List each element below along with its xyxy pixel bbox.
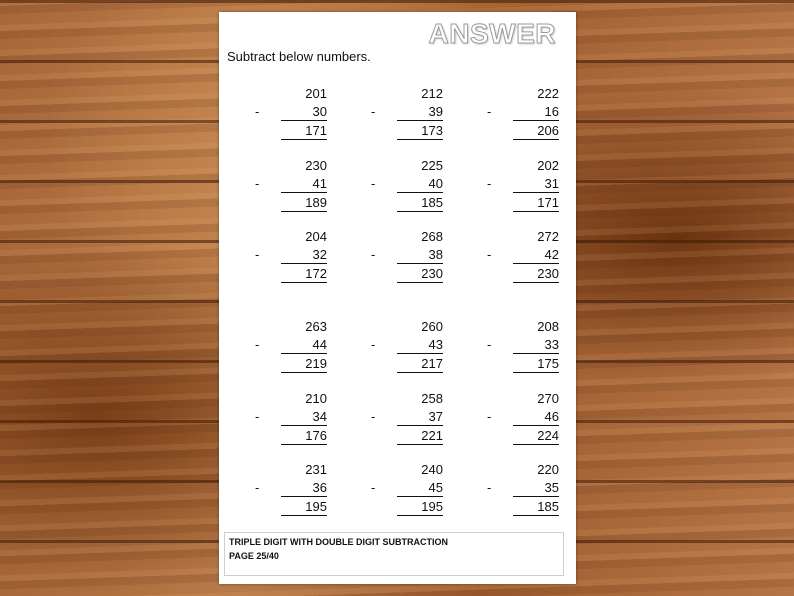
problem-operator: - [487, 176, 492, 191]
problem-result: 185 [513, 499, 559, 516]
problem-result: 189 [281, 195, 327, 212]
problem-operator: - [487, 480, 492, 495]
problem-subtrahend: 16 [513, 104, 559, 121]
problem-minuend: 201 [305, 86, 327, 101]
problem-minuend: 222 [537, 86, 559, 101]
subtraction-problem [487, 462, 559, 522]
problem-operator: - [371, 409, 376, 424]
problem-minuend: 263 [305, 319, 327, 334]
answer-stamp: ANSWER [428, 18, 556, 49]
problem-minuend: 230 [305, 158, 327, 173]
problem-result: 219 [281, 356, 327, 373]
problem-result: 171 [281, 123, 327, 140]
problem-operator: - [371, 104, 376, 119]
problem-subtrahend: 41 [281, 176, 327, 193]
footer-page-number: PAGE 25/40 [229, 551, 279, 561]
subtraction-problem [487, 86, 559, 146]
problem-operator: - [487, 247, 492, 262]
problem-result: 195 [397, 499, 443, 516]
subtraction-problem [487, 158, 559, 218]
problem-subtrahend: 35 [513, 480, 559, 497]
subtraction-problem [255, 229, 327, 289]
problem-minuend: 202 [537, 158, 559, 173]
problem-result: 173 [397, 123, 443, 140]
subtraction-problem [371, 229, 443, 289]
problem-minuend: 268 [421, 229, 443, 244]
problem-operator: - [255, 247, 260, 262]
problem-minuend: 258 [421, 391, 443, 406]
problem-result: 171 [513, 195, 559, 212]
footer-title: TRIPLE DIGIT WITH DOUBLE DIGIT SUBTRACTION [229, 537, 448, 547]
problem-operator: - [487, 104, 492, 119]
problem-operator: - [487, 337, 492, 352]
subtraction-problem [487, 229, 559, 289]
problem-subtrahend: 40 [397, 176, 443, 193]
problem-operator: - [371, 480, 376, 495]
problem-minuend: 208 [537, 319, 559, 334]
problem-minuend: 260 [421, 319, 443, 334]
problem-minuend: 270 [537, 391, 559, 406]
problem-result: 175 [513, 356, 559, 373]
problem-subtrahend: 42 [513, 247, 559, 264]
problem-result: 172 [281, 266, 327, 283]
problem-operator: - [255, 480, 260, 495]
subtraction-problem [255, 462, 327, 522]
problem-subtrahend: 34 [281, 409, 327, 426]
instruction-text: Subtract below numbers. [227, 49, 371, 64]
subtraction-problem [487, 391, 559, 451]
problem-operator: - [255, 409, 260, 424]
subtraction-problem [255, 86, 327, 146]
problem-operator: - [371, 247, 376, 262]
problem-result: 230 [397, 266, 443, 283]
problem-result: 217 [397, 356, 443, 373]
subtraction-problem [371, 462, 443, 522]
subtraction-problem [371, 391, 443, 451]
problem-subtrahend: 43 [397, 337, 443, 354]
problem-result: 195 [281, 499, 327, 516]
problem-subtrahend: 36 [281, 480, 327, 497]
subtraction-problem [371, 319, 443, 379]
subtraction-problem [255, 319, 327, 379]
problem-operator: - [255, 337, 260, 352]
footer-box [224, 532, 564, 576]
problem-subtrahend: 32 [281, 247, 327, 264]
problem-subtrahend: 30 [281, 104, 327, 121]
problem-minuend: 231 [305, 462, 327, 477]
problem-minuend: 210 [305, 391, 327, 406]
problem-minuend: 240 [421, 462, 443, 477]
subtraction-problem [255, 391, 327, 451]
problem-subtrahend: 45 [397, 480, 443, 497]
problem-minuend: 204 [305, 229, 327, 244]
subtraction-problem [371, 158, 443, 218]
worksheet-page [219, 12, 576, 584]
problem-subtrahend: 38 [397, 247, 443, 264]
problem-result: 206 [513, 123, 559, 140]
problem-result: 221 [397, 428, 443, 445]
problem-subtrahend: 33 [513, 337, 559, 354]
problem-minuend: 272 [537, 229, 559, 244]
problem-result: 230 [513, 266, 559, 283]
problem-subtrahend: 46 [513, 409, 559, 426]
problem-result: 185 [397, 195, 443, 212]
subtraction-problem [487, 319, 559, 379]
problem-result: 176 [281, 428, 327, 445]
problem-operator: - [255, 104, 260, 119]
subtraction-problem [371, 86, 443, 146]
problem-operator: - [371, 176, 376, 191]
problem-operator: - [487, 409, 492, 424]
problem-subtrahend: 39 [397, 104, 443, 121]
problem-minuend: 225 [421, 158, 443, 173]
problem-minuend: 212 [421, 86, 443, 101]
problem-operator: - [371, 337, 376, 352]
problem-operator: - [255, 176, 260, 191]
problem-subtrahend: 37 [397, 409, 443, 426]
problem-subtrahend: 44 [281, 337, 327, 354]
problem-subtrahend: 31 [513, 176, 559, 193]
problem-result: 224 [513, 428, 559, 445]
subtraction-problem [255, 158, 327, 218]
problem-minuend: 220 [537, 462, 559, 477]
